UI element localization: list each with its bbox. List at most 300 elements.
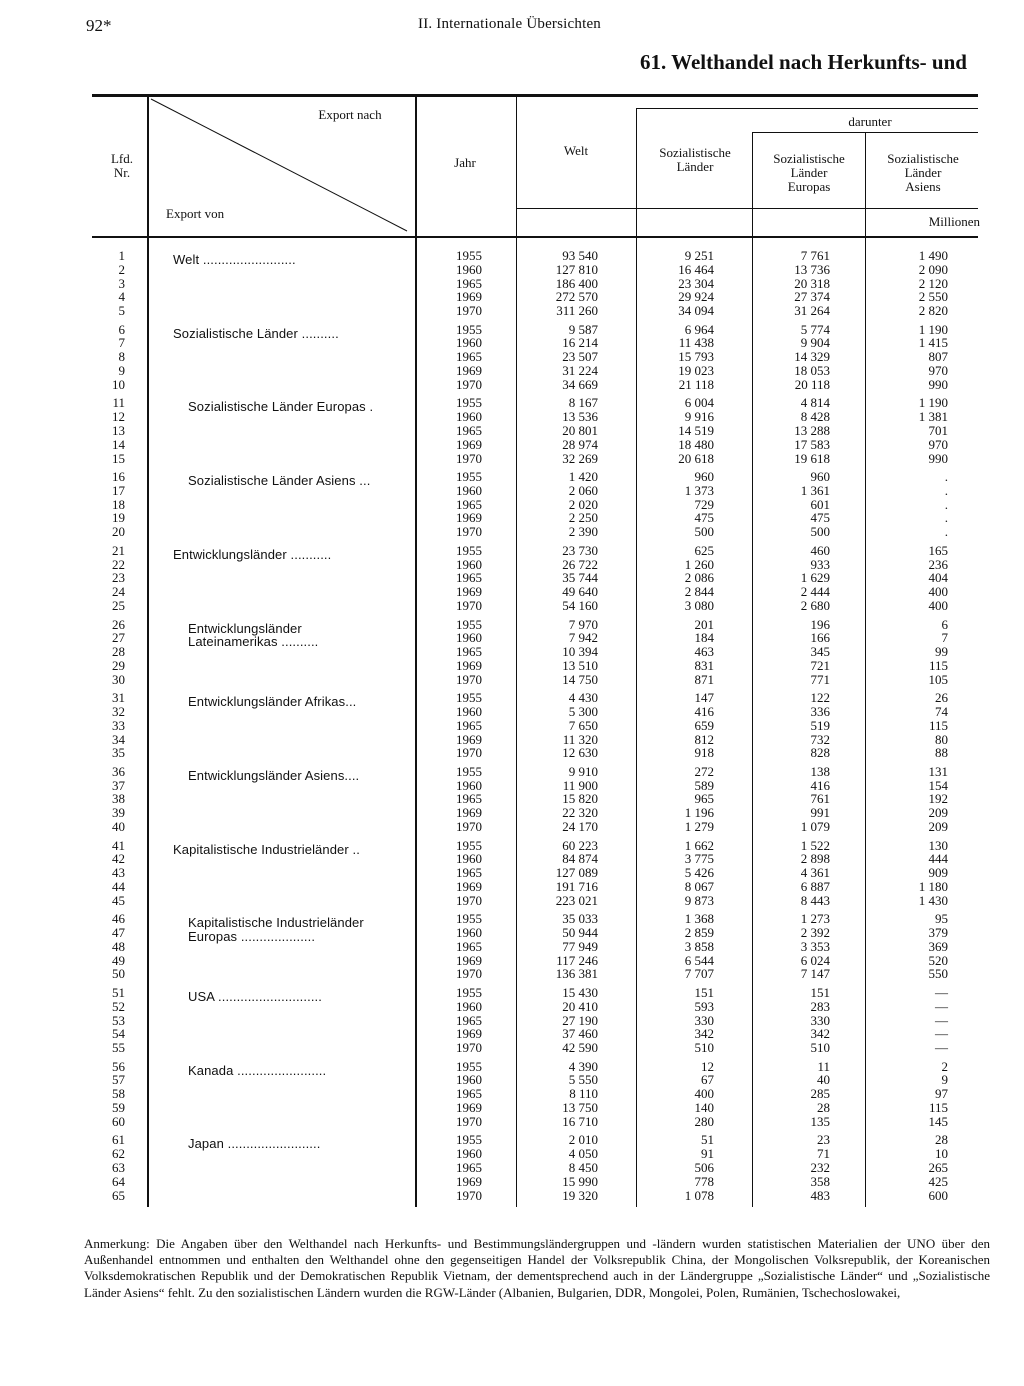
cell-sozialistische-laender: 280 — [694, 1113, 714, 1129]
cell-lfd-nr: 23 — [112, 570, 125, 586]
cell-sl-europas: 14 329 — [794, 349, 830, 365]
cell-sozialistische-laender: 201 — [694, 616, 714, 632]
cell-sl-europas: 11 — [817, 1058, 830, 1074]
header-welt: Welt — [563, 143, 589, 158]
cell-lfd-nr: 19 — [112, 510, 125, 526]
cell-jahr: 1965 — [456, 717, 482, 733]
cell-welt: 5 550 — [568, 1072, 598, 1088]
table-title: 61. Welthandel nach Herkunfts- und — [640, 50, 967, 74]
cell-welt: 11 320 — [562, 731, 598, 747]
cell-jahr: 1960 — [456, 703, 482, 719]
cell-sl-asiens: 145 — [928, 1113, 948, 1129]
cell-sl-asiens: 2 550 — [918, 289, 948, 305]
unit-rule — [516, 208, 978, 209]
cell-lfd-nr: 35 — [112, 745, 125, 761]
cell-sl-asiens: 701 — [928, 422, 948, 438]
cell-sl-asiens: 400 — [928, 597, 948, 613]
cell-sl-asiens: 192 — [928, 791, 948, 807]
cell-lfd-nr: 57 — [112, 1072, 125, 1088]
cell-sl-europas: 166 — [810, 630, 830, 646]
cell-lfd-nr: 30 — [112, 671, 125, 687]
cell-sl-asiens: 2 820 — [918, 303, 948, 319]
header-sozialistische-laender: Sozialistische Länder — [659, 145, 731, 174]
cell-sl-europas: 20 118 — [794, 376, 830, 392]
cell-welt: 9 910 — [568, 763, 598, 779]
cell-welt: 223 021 — [555, 892, 598, 908]
row-group-label: Japan ......................... — [188, 1136, 321, 1152]
cell-lfd-nr: 21 — [112, 542, 125, 558]
row-group-label: Kapitalistische Industrieländer Europas .................... — [188, 915, 364, 945]
cell-jahr: 1969 — [456, 1100, 482, 1116]
cell-jahr: 1960 — [456, 1146, 482, 1162]
cell-jahr: 1965 — [456, 644, 482, 660]
cell-sl-europas: 771 — [810, 671, 830, 687]
cell-sl-europas: 991 — [810, 805, 830, 821]
cell-jahr: 1969 — [456, 805, 482, 821]
cell-sozialistische-laender: 831 — [694, 657, 714, 673]
cell-jahr: 1955 — [456, 911, 482, 927]
cell-sl-asiens: 1 180 — [918, 878, 948, 894]
cell-welt: 28 974 — [562, 436, 598, 452]
cell-sozialistische-laender: 91 — [701, 1146, 714, 1162]
cell-jahr: 1969 — [456, 878, 482, 894]
cell-welt: 7 942 — [568, 630, 598, 646]
cell-welt: 13 510 — [562, 657, 598, 673]
cell-jahr: 1960 — [456, 630, 482, 646]
cell-welt: 8 450 — [568, 1159, 598, 1175]
cell-lfd-nr: 64 — [112, 1173, 125, 1189]
cell-lfd-nr: 7 — [118, 335, 125, 351]
cell-lfd-nr: 50 — [112, 966, 125, 982]
cell-lfd-nr: 55 — [112, 1040, 125, 1056]
cell-sl-europas: 4 814 — [800, 395, 830, 411]
cell-jahr: 1960 — [456, 482, 482, 498]
cell-sozialistische-laender: 871 — [694, 671, 714, 687]
cell-welt: 15 430 — [562, 985, 598, 1000]
cell-welt: 84 874 — [562, 851, 598, 867]
cell-jahr: 1965 — [456, 1159, 482, 1175]
cell-sl-asiens: 600 — [928, 1187, 948, 1203]
cell-sl-asiens: 990 — [928, 376, 948, 392]
cell-sl-asiens: 520 — [928, 952, 948, 968]
cell-jahr: 1970 — [456, 1040, 482, 1056]
cell-welt: 127 089 — [555, 865, 598, 881]
cell-lfd-nr: 43 — [112, 865, 125, 881]
cell-jahr: 1965 — [456, 938, 482, 954]
cell-sozialistische-laender: 29 924 — [678, 289, 714, 305]
cell-sl-europas: 27 374 — [794, 289, 830, 305]
cell-welt: 10 394 — [562, 644, 598, 660]
cell-sozialistische-laender: 1 196 — [684, 805, 714, 821]
cell-sl-europas: 342 — [810, 1026, 830, 1042]
cell-welt: 26 722 — [562, 556, 598, 572]
cell-lfd-nr: 8 — [118, 349, 125, 365]
cell-sl-asiens: 97 — [935, 1086, 948, 1102]
cell-welt: 31 224 — [562, 363, 598, 379]
cell-jahr: 1965 — [456, 1086, 482, 1102]
cell-lfd-nr: 10 — [112, 376, 125, 392]
cell-sozialistische-laender: 15 793 — [678, 349, 714, 365]
cell-sl-asiens: 970 — [928, 363, 948, 379]
header-sl-asiens: Sozialistische Länder Asiens — [887, 151, 959, 194]
cell-welt: 2 020 — [568, 496, 598, 512]
cell-jahr: 1965 — [456, 865, 482, 881]
cell-sl-asiens: 95 — [935, 911, 948, 927]
cell-welt: 20 410 — [562, 998, 598, 1014]
cell-sl-europas: 6 024 — [800, 952, 830, 968]
cell-sl-asiens: — — [935, 1026, 948, 1042]
cell-sozialistische-laender: 8 067 — [684, 878, 714, 894]
cell-lfd-nr: 26 — [112, 616, 125, 632]
header-export-von: Export von — [166, 206, 225, 221]
cell-welt: 5 300 — [568, 703, 598, 719]
cell-lfd-nr: 17 — [112, 482, 125, 498]
cell-sl-europas: 28 — [817, 1100, 830, 1116]
cell-sozialistische-laender: 2 859 — [684, 925, 714, 941]
cell-lfd-nr: 61 — [112, 1132, 125, 1148]
cell-sozialistische-laender: 6 544 — [684, 952, 714, 968]
row-group-label: Entwicklungsländer Asiens.... — [188, 767, 360, 783]
cell-jahr: 1969 — [456, 289, 482, 305]
cell-sl-asiens: 807 — [928, 349, 948, 365]
cell-sozialistische-laender: 67 — [701, 1072, 714, 1088]
cell-jahr: 1970 — [456, 819, 482, 835]
cell-welt: 2 390 — [568, 524, 598, 540]
row-group-label: Sozialistische Länder Asiens ... — [188, 473, 371, 489]
header-sl-europas: Sozialistische Länder Europas — [773, 151, 845, 194]
cell-sl-europas: 135 — [810, 1113, 830, 1129]
cell-sozialistische-laender: 16 464 — [678, 261, 714, 277]
cell-sl-asiens: 26 — [935, 690, 948, 706]
cell-sozialistische-laender: 510 — [694, 1040, 714, 1056]
cell-welt: 2 250 — [568, 510, 598, 526]
cell-sl-asiens: 1 190 — [918, 321, 948, 337]
cell-sl-asiens: 2 090 — [918, 261, 948, 277]
cell-jahr: 1969 — [456, 1026, 482, 1042]
cell-lfd-nr: 46 — [112, 911, 125, 927]
cell-lfd-nr: 49 — [112, 952, 125, 968]
cell-lfd-nr: 9 — [118, 363, 125, 379]
cell-sl-europas: 1 361 — [800, 482, 830, 498]
cell-sl-asiens: 130 — [928, 837, 948, 853]
cell-sozialistische-laender: 1 078 — [684, 1187, 714, 1203]
cell-lfd-nr: 29 — [112, 657, 125, 673]
cell-sozialistische-laender: 1 368 — [684, 911, 714, 927]
cell-sl-europas: 18 053 — [794, 363, 830, 379]
cell-welt: 35 033 — [562, 911, 598, 927]
cell-jahr: 1955 — [456, 542, 482, 558]
cell-sl-asiens: 99 — [935, 644, 948, 660]
cell-lfd-nr: 18 — [112, 496, 125, 512]
cell-sl-europas: 232 — [810, 1159, 830, 1175]
cell-welt: 272 570 — [555, 289, 598, 305]
cell-jahr: 1969 — [456, 510, 482, 526]
cell-welt: 117 246 — [556, 952, 598, 968]
cell-lfd-nr: 48 — [112, 938, 125, 954]
column-divider — [415, 97, 417, 1207]
cell-lfd-nr: 42 — [112, 851, 125, 867]
cell-welt: 42 590 — [562, 1040, 598, 1056]
cell-welt: 12 630 — [562, 745, 598, 761]
cell-sl-europas: 510 — [810, 1040, 830, 1056]
cell-sozialistische-laender: 960 — [694, 469, 714, 485]
cell-lfd-nr: 11 — [112, 395, 125, 411]
cell-jahr: 1955 — [456, 395, 482, 411]
cell-jahr: 1960 — [456, 409, 482, 425]
cell-sl-asiens: 209 — [928, 805, 948, 821]
cell-lfd-nr: 59 — [112, 1100, 125, 1116]
cell-sl-europas: 40 — [817, 1072, 830, 1088]
cell-lfd-nr: 13 — [112, 422, 125, 438]
cell-sozialistische-laender: 272 — [694, 763, 714, 779]
cell-sl-europas: 4 361 — [800, 865, 830, 881]
cell-jahr: 1955 — [456, 248, 482, 263]
cell-lfd-nr: 12 — [112, 409, 125, 425]
cell-sozialistische-laender: 1 373 — [684, 482, 714, 498]
cell-sl-asiens: 10 — [935, 1146, 948, 1162]
cell-lfd-nr: 1 — [118, 248, 125, 263]
cell-jahr: 1955 — [456, 616, 482, 632]
cell-sl-europas: 1 522 — [800, 837, 830, 853]
cell-lfd-nr: 5 — [118, 303, 125, 319]
cell-lfd-nr: 60 — [112, 1113, 125, 1129]
cell-welt: 16 710 — [562, 1113, 598, 1129]
cell-sozialistische-laender: 21 118 — [678, 376, 714, 392]
row-group-label: Sozialistische Länder .......... — [173, 325, 339, 341]
cell-sl-asiens: 909 — [928, 865, 948, 881]
row-group-label: Entwicklungsländer Lateinamerikas .......... — [188, 620, 319, 650]
cell-jahr: 1955 — [456, 837, 482, 853]
cell-jahr: 1970 — [456, 303, 482, 319]
cell-welt: 2 010 — [568, 1132, 598, 1148]
cell-sl-asiens: 550 — [928, 966, 948, 982]
cell-welt: 13 750 — [562, 1100, 598, 1116]
cell-sozialistische-laender: 500 — [694, 524, 714, 540]
cell-lfd-nr: 2 — [118, 261, 125, 277]
cell-welt: 186 400 — [555, 275, 598, 291]
cell-welt: 4 430 — [568, 690, 598, 706]
cell-sl-europas: 519 — [810, 717, 830, 733]
cell-welt: 8 167 — [568, 395, 598, 411]
cell-lfd-nr: 40 — [112, 819, 125, 835]
cell-welt: 7 970 — [568, 616, 598, 632]
cell-lfd-nr: 34 — [112, 731, 125, 747]
cell-sl-europas: 761 — [810, 791, 830, 807]
cell-welt: 4 050 — [568, 1146, 598, 1162]
cell-sl-asiens: 115 — [928, 1100, 948, 1116]
cell-sl-asiens: 379 — [928, 925, 948, 941]
cell-welt: 77 949 — [562, 938, 598, 954]
cell-sozialistische-laender: 3 775 — [684, 851, 714, 867]
cell-sl-europas: 1 629 — [800, 570, 830, 586]
cell-sl-europas: 151 — [810, 985, 830, 1000]
cell-sl-asiens: 425 — [928, 1173, 948, 1189]
cell-sl-europas: 8 443 — [800, 892, 830, 908]
cell-sl-asiens: . — [944, 524, 948, 540]
cell-lfd-nr: 37 — [112, 777, 125, 793]
cell-sl-asiens: 369 — [928, 938, 948, 954]
cell-sl-europas: 721 — [810, 657, 830, 673]
cell-jahr: 1970 — [456, 1113, 482, 1129]
cell-sl-asiens: — — [935, 985, 948, 1000]
footnote: Anmerkung: Die Angaben über den Welthandel nach Herkunfts- und Bestimmungsländergruppen und -ländern wurden statistischen Materialien der UNO über den Außenhandel entnommen und enthalten den Welthandel ohne den gegenseitigen Handel der Volksrepublik China, der Mongolischen Volksrepublik, der Koreanischen Volksdemokratischen Republik und der Demokratischen Republik Vietnam, der dementsprechend auch in der Ländergruppe „Sozialistische Länder“ und „Sozialistische Länder Asiens“ fehlt. Zu den sozialistischen Ländern wurden die RGW-Länder (Albanien, Bulgarien, DDR, Mongolei, Polen, Rumänien, Tschechoslowakei, — [84, 1236, 990, 1300]
cell-welt: 16 214 — [562, 335, 598, 351]
cell-welt: 49 640 — [562, 584, 598, 600]
cell-sl-europas: 601 — [810, 496, 830, 512]
row-group-label: Kanada ........................ — [188, 1062, 327, 1078]
cell-lfd-nr: 24 — [112, 584, 125, 600]
cell-sl-europas: 2 392 — [800, 925, 830, 941]
cell-welt: 24 170 — [562, 819, 598, 835]
cell-jahr: 1970 — [456, 1187, 482, 1203]
cell-welt: 1 420 — [568, 469, 598, 485]
cell-sozialistische-laender: 342 — [694, 1026, 714, 1042]
cell-lfd-nr: 22 — [112, 556, 125, 572]
cell-lfd-nr: 3 — [118, 275, 125, 291]
cell-sozialistische-laender: 625 — [694, 542, 714, 558]
cell-sl-europas: 17 583 — [794, 436, 830, 452]
cell-sl-asiens: 74 — [935, 703, 948, 719]
cell-jahr: 1969 — [456, 363, 482, 379]
cell-sl-asiens: 165 — [928, 542, 948, 558]
cell-welt: 191 716 — [555, 878, 598, 894]
cell-sozialistische-laender: 11 438 — [678, 335, 714, 351]
cell-sl-asiens: 154 — [928, 777, 948, 793]
cell-lfd-nr: 27 — [112, 630, 125, 646]
cell-sozialistische-laender: 659 — [694, 717, 714, 733]
cell-jahr: 1970 — [456, 892, 482, 908]
cell-sl-europas: 2 444 — [800, 584, 830, 600]
section-heading: II. Internationale Übersichten — [418, 16, 602, 32]
cell-sozialistische-laender: 20 618 — [678, 450, 714, 466]
cell-lfd-nr: 41 — [112, 837, 125, 853]
cell-sl-asiens: 9 — [941, 1072, 948, 1088]
page-number: 92* — [86, 16, 112, 35]
cell-welt: 2 060 — [568, 482, 598, 498]
cell-sl-europas: 13 288 — [794, 422, 830, 438]
cell-sl-europas: 416 — [810, 777, 830, 793]
cell-jahr: 1969 — [456, 584, 482, 600]
cell-sl-europas: 71 — [817, 1146, 830, 1162]
cell-sozialistische-laender: 151 — [694, 985, 714, 1000]
cell-jahr: 1965 — [456, 1012, 482, 1028]
cell-jahr: 1969 — [456, 436, 482, 452]
cell-jahr: 1969 — [456, 1173, 482, 1189]
cell-lfd-nr: 32 — [112, 703, 125, 719]
cell-sl-asiens: 404 — [928, 570, 948, 586]
cell-lfd-nr: 51 — [112, 985, 125, 1000]
cell-sl-europas: 475 — [810, 510, 830, 526]
cell-jahr: 1970 — [456, 524, 482, 540]
cell-lfd-nr: 58 — [112, 1086, 125, 1102]
cell-lfd-nr: 56 — [112, 1058, 125, 1074]
cell-sozialistische-laender: 593 — [694, 998, 714, 1014]
cell-welt: 19 320 — [562, 1187, 598, 1203]
cell-jahr: 1960 — [456, 851, 482, 867]
cell-welt: 14 750 — [562, 671, 598, 687]
cell-welt: 4 390 — [568, 1058, 598, 1074]
cell-sl-europas: 330 — [810, 1012, 830, 1028]
cell-sl-asiens: 7 — [941, 630, 948, 646]
cell-lfd-nr: 6 — [118, 321, 125, 337]
cell-welt: 23 730 — [562, 542, 598, 558]
header-export-nach: Export nach — [318, 107, 382, 122]
cell-jahr: 1955 — [456, 1058, 482, 1074]
cell-jahr: 1965 — [456, 422, 482, 438]
cell-sl-asiens: . — [944, 496, 948, 512]
cell-jahr: 1965 — [456, 496, 482, 512]
cell-sl-europas: 345 — [810, 644, 830, 660]
cell-lfd-nr: 33 — [112, 717, 125, 733]
cell-sl-asiens: 2 120 — [918, 275, 948, 291]
cell-lfd-nr: 44 — [112, 878, 125, 894]
cell-sl-europas: 1 079 — [800, 819, 830, 835]
cell-welt: 13 536 — [562, 409, 598, 425]
cell-jahr: 1970 — [456, 966, 482, 982]
cell-sl-europas: 3 353 — [800, 938, 830, 954]
cell-sl-asiens: 209 — [928, 819, 948, 835]
cell-sl-asiens: 990 — [928, 450, 948, 466]
cell-sl-europas: 196 — [810, 616, 830, 632]
cell-jahr: 1970 — [456, 745, 482, 761]
cell-jahr: 1955 — [456, 321, 482, 337]
cell-sozialistische-laender: 51 — [701, 1132, 714, 1148]
cell-jahr: 1960 — [456, 556, 482, 572]
cell-lfd-nr: 25 — [112, 597, 125, 613]
cell-sl-asiens: 1 415 — [918, 335, 948, 351]
cell-sozialistische-laender: 3 080 — [684, 597, 714, 613]
cell-sozialistische-laender: 1 662 — [684, 837, 714, 853]
cell-sozialistische-laender: 2 086 — [684, 570, 714, 586]
cell-sl-europas: 483 — [810, 1187, 830, 1203]
cell-lfd-nr: 16 — [112, 469, 125, 485]
cell-sozialistische-laender: 9 251 — [684, 248, 714, 263]
cell-jahr: 1955 — [456, 985, 482, 1000]
cell-sl-asiens: 105 — [928, 671, 948, 687]
cell-sozialistische-laender: 3 858 — [684, 938, 714, 954]
row-group-label: Sozialistische Länder Europas . — [188, 399, 374, 415]
cell-lfd-nr: 53 — [112, 1012, 125, 1028]
cell-sl-europas: 285 — [810, 1086, 830, 1102]
header-lfd-nr: Lfd. Nr. — [110, 151, 134, 180]
cell-sl-asiens: 970 — [928, 436, 948, 452]
cell-sl-asiens: 80 — [935, 731, 948, 747]
cell-sozialistische-laender: 14 519 — [678, 422, 714, 438]
cell-sozialistische-laender: 729 — [694, 496, 714, 512]
cell-sl-asiens: 131 — [928, 763, 948, 779]
cell-jahr: 1960 — [456, 261, 482, 277]
cell-jahr: 1955 — [456, 469, 482, 485]
cell-lfd-nr: 45 — [112, 892, 125, 908]
cell-sozialistische-laender: 812 — [694, 731, 714, 747]
column-divider — [147, 97, 149, 1207]
cell-welt: 93 540 — [562, 248, 598, 263]
cell-sozialistische-laender: 19 023 — [678, 363, 714, 379]
cell-sl-europas: 13 736 — [794, 261, 830, 277]
cell-sl-europas: 122 — [810, 690, 830, 706]
header-jahr: Jahr — [454, 155, 476, 170]
row-group-label: Entwicklungsländer Afrikas... — [188, 694, 357, 710]
cell-welt: 50 944 — [562, 925, 598, 941]
header-inner-rule — [636, 108, 978, 109]
cell-sl-europas: 732 — [810, 731, 830, 747]
cell-sl-europas: 2 898 — [800, 851, 830, 867]
cell-jahr: 1969 — [456, 952, 482, 968]
cell-jahr: 1955 — [456, 763, 482, 779]
cell-jahr: 1960 — [456, 777, 482, 793]
cell-sl-europas: 358 — [810, 1173, 830, 1189]
cell-welt: 20 801 — [562, 422, 598, 438]
